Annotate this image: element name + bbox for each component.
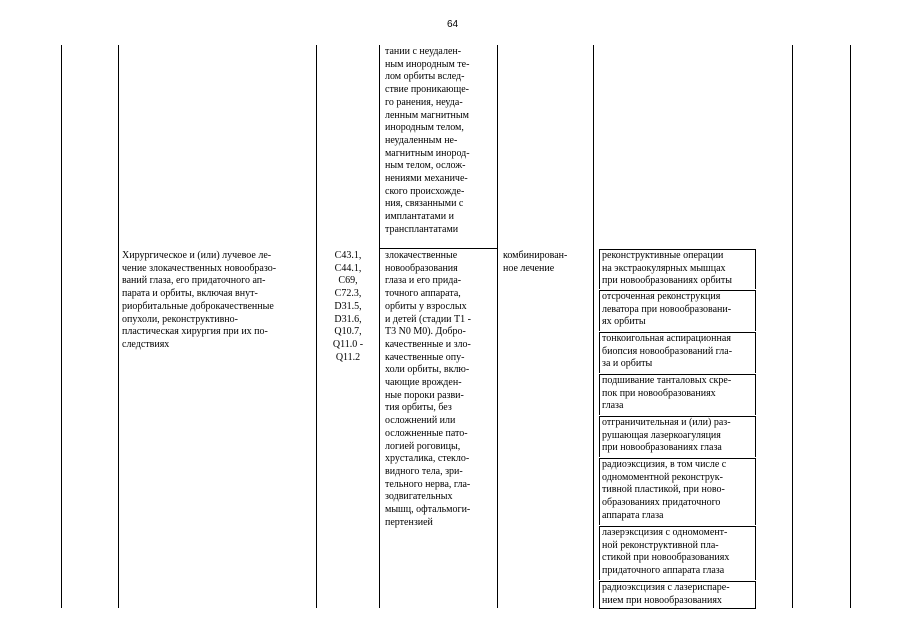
page-number: 64: [446, 19, 459, 30]
method-cell: радиоэксцизия с лазериспаре- нием при новообразованиях: [599, 581, 756, 609]
table-border-left: [61, 45, 62, 608]
table-divider-6: [792, 45, 793, 608]
method-cell: лазерэксцизия с одномомент- ной реконструктивной пла- стикой при новообразованиях придаточного аппарата глаза: [599, 526, 756, 580]
table-divider-1: [118, 45, 119, 608]
patient-model-cell: злокачественные новообразования глаза и его прида- точного аппарата, орбиты у взрослых и детей (стадии T1 - T3 N0 M0). Добро- качественные и зло- качественные опу- холи орбиты, вклю- чающие врожден- ные пороки разви- тия орбиты, без осложнений или осложненные пато- логией роговицы, хрусталика, стекло- видного тела, зри- тельного нерва, гла- зодвигательных мышц, офтальмоги- пертензией: [385, 250, 471, 528]
method-cell: радиоэксцизия, в том числе с одномоментной реконструк- тивной пластикой, при ново- образованиях придаточного аппарата глаза: [599, 458, 756, 525]
model-continuation-text: тании с неудален- ным инородным те- лом орбиты вслед- ствие проникающе- го ранения, неуда- ленным магнитным инородным телом, неудаленным не- магнитным инород- ным телом, ослож- нениями механиче- ского происхожде- ния, связанными с имплантатами и трансплантатами: [385, 46, 470, 235]
table-divider-3: [379, 45, 380, 608]
table-divider-5: [593, 45, 594, 608]
method-cell: отсроченная реконструкция леватора при новообразовани- ях орбиты: [599, 290, 756, 331]
table-divider-4: [497, 45, 498, 608]
table-divider-2: [316, 45, 317, 608]
row-separator: [379, 248, 497, 249]
icd-codes-cell: C43.1, C44.1, C69, C72.3, D31.5, D31.6, Q10.7, Q11.0 - Q11.2: [332, 250, 364, 363]
treatment-type-cell: комбинирован- ное лечение: [503, 250, 568, 274]
table-border-right: [850, 45, 851, 608]
method-cell: подшивание танталовых скре- пок при новообразованиях глаза: [599, 374, 756, 415]
treatment-name-cell: Хирургическое и (или) лучевое ле- чение злокачественных новообразо- ваний глаза, его придаточного ап- парата и орбиты, включая внут- риорбитальные доброкачественные опухоли, реконструктивно- пластическая хирургия при их по- следствиях: [122, 250, 277, 350]
method-cell: отграничительная и (или) раз- рушающая лазеркоагуляция при новообразованиях глаза: [599, 416, 756, 457]
method-cell: реконструктивные операции на экстраокулярных мышцах при новообразованиях орбиты: [599, 249, 756, 289]
method-cell: тонкоигольная аспирационная биопсия новообразований гла- за и орбиты: [599, 332, 756, 373]
